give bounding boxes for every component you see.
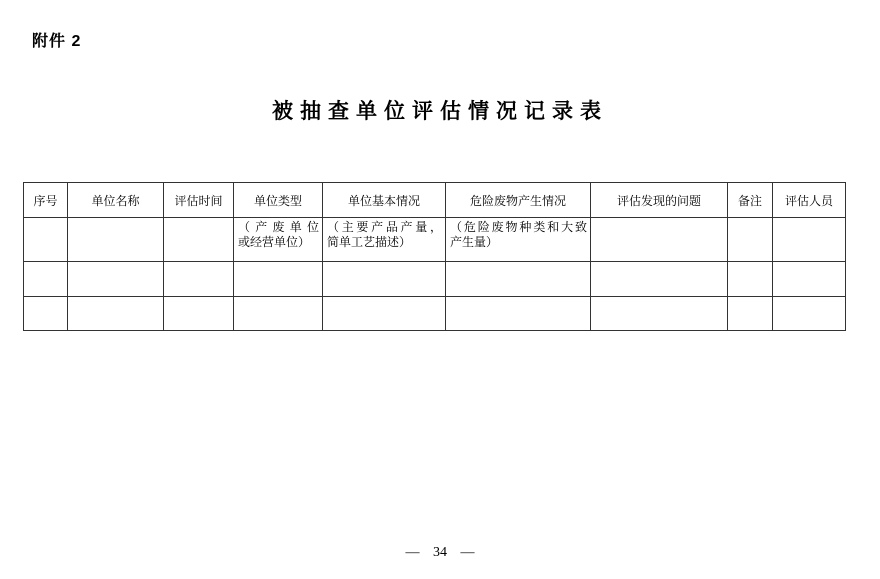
empty-cell [234, 297, 323, 331]
header-cell-unit-name: 单位名称 [68, 183, 164, 218]
header-cell-remarks: 备注 [728, 183, 773, 218]
empty-cell [773, 262, 846, 297]
note-cell-basic-info [323, 218, 446, 262]
empty-cell [773, 297, 846, 331]
empty-cell [24, 297, 68, 331]
empty-cell [323, 262, 446, 297]
page-title: 被抽查单位评估情况记录表 [272, 100, 608, 123]
note-line: 或经营单位） [238, 235, 311, 249]
note-line: （产废单位 [238, 220, 319, 234]
empty-cell [164, 262, 234, 297]
empty-cell [24, 218, 68, 262]
header-cell-unit-type: 单位类型 [234, 183, 323, 218]
empty-cell [24, 262, 68, 297]
record-table [23, 182, 846, 331]
empty-cell [728, 297, 773, 331]
empty-cell [591, 297, 728, 331]
empty-cell [164, 218, 234, 262]
header-cell-index: 序号 [24, 183, 68, 218]
header-cell-evaluators: 评估人员 [773, 183, 846, 218]
note-cell-unit-type [234, 218, 323, 262]
table-row [24, 262, 846, 297]
empty-cell [728, 262, 773, 297]
page-number: — 34 — [405, 545, 475, 560]
header-cell-waste-generation: 危险废物产生情况 [446, 183, 591, 218]
empty-cell [591, 218, 728, 262]
header-cell-problems-found: 评估发现的问题 [591, 183, 728, 218]
attachment-label: 附件 2 [32, 33, 82, 50]
empty-cell [68, 297, 164, 331]
empty-cell [68, 218, 164, 262]
header-cell-basic-info: 单位基本情况 [323, 183, 446, 218]
empty-cell [773, 218, 846, 262]
note-line: 简单工艺描述） [327, 235, 412, 249]
empty-cell [323, 297, 446, 331]
empty-cell [234, 262, 323, 297]
table-note-row [24, 218, 846, 262]
empty-cell [446, 297, 591, 331]
table-row [24, 297, 846, 331]
note-line: （主要产品产量， [327, 220, 442, 234]
header-cell-eval-time: 评估时间 [164, 183, 234, 218]
note-cell-waste-generation [446, 218, 591, 262]
empty-cell [164, 297, 234, 331]
empty-cell [68, 262, 164, 297]
empty-cell [591, 262, 728, 297]
empty-cell [728, 218, 773, 262]
empty-cell [446, 262, 591, 297]
note-line: （危险废物种类和大致 [450, 220, 587, 234]
table-header-row [24, 183, 846, 218]
note-line: 产生量） [450, 235, 499, 249]
